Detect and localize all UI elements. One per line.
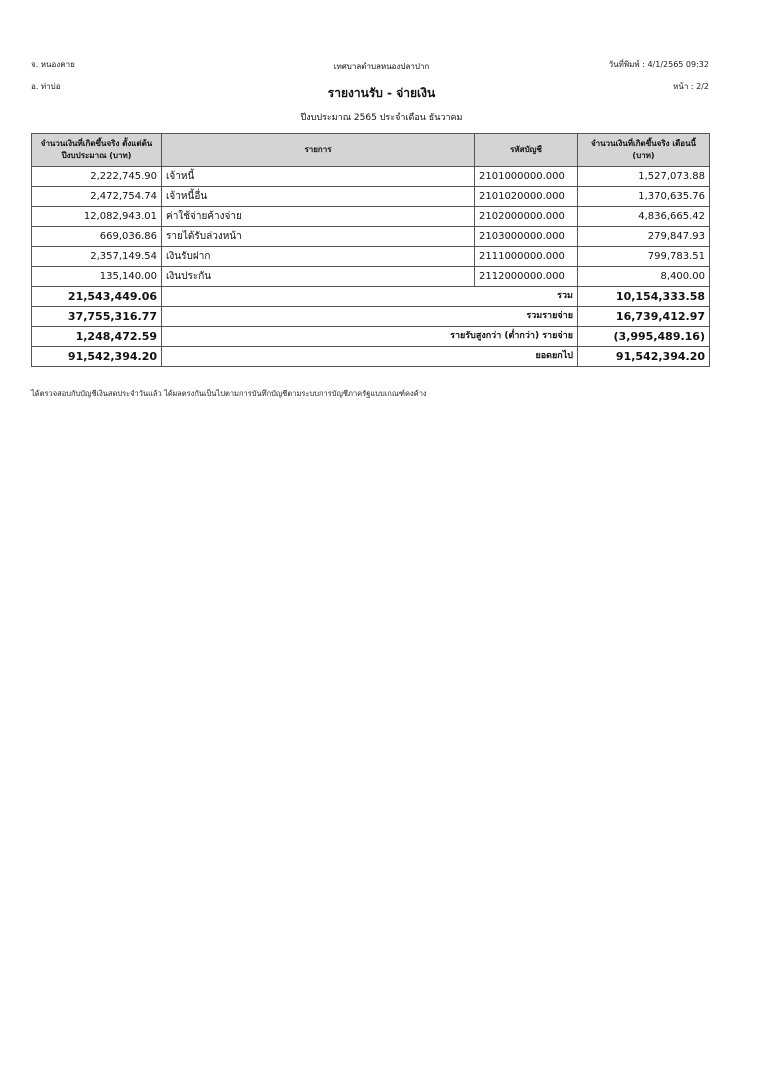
cell-ytd: 135,140.00: [32, 267, 162, 287]
summary-label: ยอดยกไป: [162, 347, 578, 367]
cell-item: เงินประกัน: [162, 267, 475, 287]
header-page-number: หน้า : 2/2: [673, 82, 709, 91]
cell-ytd: 91,542,394.20: [32, 347, 162, 367]
summary-label: รายรับสูงกว่า (ต่ำกว่า) รายจ่าย: [162, 327, 578, 347]
summary-row-carried-forward: [32, 347, 710, 367]
header-province: จ. หนองคาย: [31, 60, 75, 69]
col-header-item: รายการ: [162, 134, 475, 167]
footnote: ได้ตรวจสอบกับบัญชีเงินสดประจำวันแล้ว ได้ผลตรงกันเป็นไปตามการบันทึกบัญชีตามระบบการบัญชีภาครัฐแบบเกณฑ์คงค้าง: [31, 389, 427, 398]
cell-item: เจ้าหนี้: [162, 167, 475, 187]
cell-month: 799,783.51: [578, 247, 710, 267]
header-print-date: วันที่พิมพ์ : 4/1/2565 09:32: [608, 60, 709, 69]
cell-month: 91,542,394.20: [578, 347, 710, 367]
table-row: [32, 187, 710, 207]
cell-code: 2101000000.000: [475, 167, 578, 187]
cell-month: (3,995,489.16): [578, 327, 710, 347]
summary-row-total: [32, 287, 710, 307]
cell-ytd: 669,036.86: [32, 227, 162, 247]
cell-item: รายได้รับล่วงหน้า: [162, 227, 475, 247]
cell-ytd: 2,472,754.74: [32, 187, 162, 207]
cell-code: 2103000000.000: [475, 227, 578, 247]
summary-row-surplus: [32, 327, 710, 347]
receipt-payment-table: [31, 133, 710, 367]
cell-month: 1,527,073.88: [578, 167, 710, 187]
cell-code: 2101020000.000: [475, 187, 578, 207]
report-title: รายงานรับ - จ่ายเงิน: [327, 86, 436, 100]
organization-name: เทศบาลตำบลหนองปลาปาก: [333, 62, 430, 71]
cell-code: 2112000000.000: [475, 267, 578, 287]
table-row: [32, 207, 710, 227]
cell-month: 1,370,635.76: [578, 187, 710, 207]
summary-label: รวม: [162, 287, 578, 307]
cell-code: 2102000000.000: [475, 207, 578, 227]
cell-ytd: 21,543,449.06: [32, 287, 162, 307]
table-header-row: [32, 134, 710, 167]
cell-item: เงินรับฝาก: [162, 247, 475, 267]
table-row: [32, 267, 710, 287]
cell-month: 10,154,333.58: [578, 287, 710, 307]
cell-ytd: 2,357,149.54: [32, 247, 162, 267]
col-header-ytd: จำนวนเงินที่เกิดขึ้นจริง ตั้งแต่ต้นปีงบประมาณ (บาท): [32, 134, 162, 167]
summary-row-expenditure: [32, 307, 710, 327]
cell-month: 8,400.00: [578, 267, 710, 287]
table-row: [32, 227, 710, 247]
header-district: อ. ท่าบ่อ: [31, 82, 61, 91]
cell-ytd: 12,082,943.01: [32, 207, 162, 227]
cell-ytd: 2,222,745.90: [32, 167, 162, 187]
cell-code: 2111000000.000: [475, 247, 578, 267]
cell-ytd: 1,248,472.59: [32, 327, 162, 347]
cell-month: 16,739,412.97: [578, 307, 710, 327]
cell-month: 279,847.93: [578, 227, 710, 247]
table-row: [32, 167, 710, 187]
cell-item: ค่าใช้จ่ายค้างจ่าย: [162, 207, 475, 227]
summary-label: รวมรายจ่าย: [162, 307, 578, 327]
cell-ytd: 37,755,316.77: [32, 307, 162, 327]
cell-month: 4,836,665.42: [578, 207, 710, 227]
cell-item: เจ้าหนี้อื่น: [162, 187, 475, 207]
col-header-month: จำนวนเงินที่เกิดขึ้นจริง เดือนนี้ (บาท): [578, 134, 710, 167]
table-row: [32, 247, 710, 267]
col-header-code: รหัสบัญชี: [475, 134, 578, 167]
report-subtitle: ปีงบประมาณ 2565 ประจำเดือน ธันวาคม: [300, 113, 463, 123]
